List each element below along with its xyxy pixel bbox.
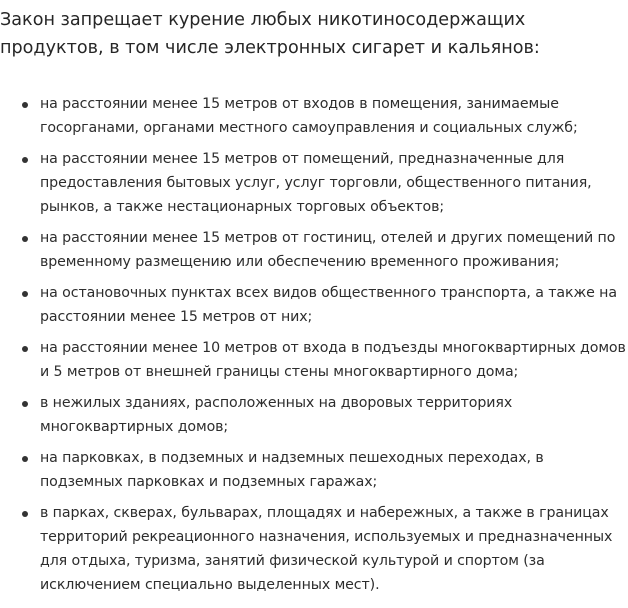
list-item-text: на расстоянии менее 15 метров от гостиниц, отелей и других помещений по временному размещению или обеспечению временного проживания;	[40, 230, 616, 270]
bullet-icon	[22, 157, 28, 163]
list-item-text: в нежилых зданиях, расположенных на дворовых территориях многоквартирных домов;	[40, 395, 513, 435]
list-item	[0, 147, 628, 219]
list-item-text: на парковках, в подземных и надземных пешеходных переходах, в подземных парковках и подземных гаражах;	[40, 450, 544, 490]
list-item	[0, 281, 628, 329]
list-item	[0, 391, 628, 439]
bullet-icon	[22, 291, 28, 297]
list-item-text: на расстоянии менее 10 метров от входа в подъезды многоквартирных домов и 5 метров от внешней границы стены многоквартирного дома;	[40, 340, 626, 380]
bullet-icon	[22, 102, 28, 108]
list-item-text: в парках, скверах, бульварах, площадях и набережных, а также в границах территорий рекреационного назначения, используемых и предназначенных для отдыха, туризма, занятий физической культурой и спортом (за исключением специально выделенных мест).	[40, 505, 613, 593]
list-item	[0, 92, 628, 140]
restrictions-list	[0, 92, 628, 604]
bullet-icon	[22, 346, 28, 352]
bullet-icon	[22, 401, 28, 407]
list-item	[0, 226, 628, 274]
list-item-text: на остановочных пунктах всех видов общественного транспорта, а также на расстоянии менее 15 метров от них;	[40, 285, 617, 325]
list-item-text: на расстоянии менее 15 метров от помещений, предназначенные для предоставления бытовых услуг, услуг торговли, общественного питания, рынков, а также нестационарных торговых объектов;	[40, 151, 592, 215]
bullet-icon	[22, 236, 28, 242]
intro-paragraph: Закон запрещает курение любых никотиносодержащих продуктов, в том числе электронных сигарет и кальянов:	[0, 10, 540, 58]
list-item-text: на расстоянии менее 15 метров от входов в помещения, занимаемые госорганами, органами местного самоуправления и социальных служб;	[40, 96, 578, 136]
list-item	[0, 501, 628, 597]
list-item	[0, 336, 628, 384]
bullet-icon	[22, 456, 28, 462]
bullet-icon	[22, 511, 28, 517]
list-item	[0, 446, 628, 494]
